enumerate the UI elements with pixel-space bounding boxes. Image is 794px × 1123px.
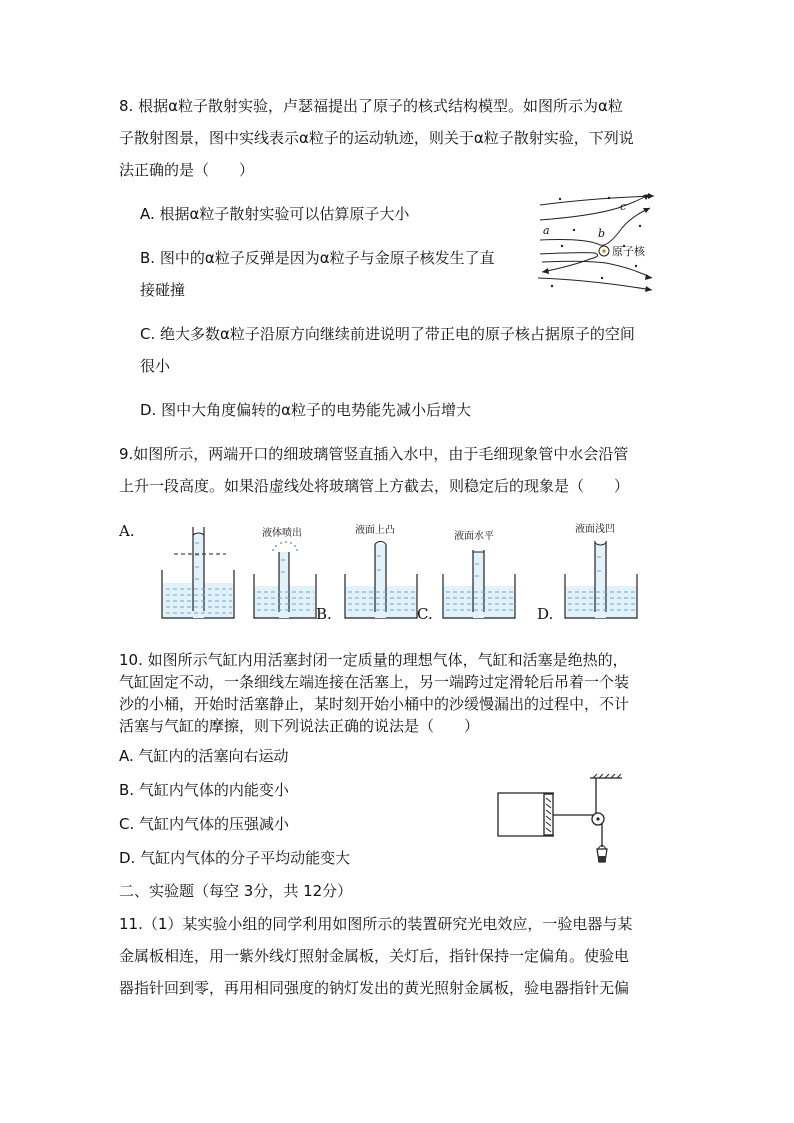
q8-option-b-line1: B. 图中的α粒子反弹是因为α粒子与金原子核发生了直: [140, 249, 495, 267]
q9-fig-d2-caption: 液面浅凹: [575, 524, 615, 535]
q10-stem-line1: 10. 如图所示气缸内用活塞封闭一定质量的理想气体，气缸和活塞是绝热的，: [119, 651, 628, 669]
q9-stem-line1: 9.如图所示，两端开口的细玻璃管竖直插入水中，由于毛细现象管中水会沿管: [119, 445, 629, 463]
q8-stem-line2: 子散射图景，图中实线表示α粒子的运动轨迹，则关于α粒子散射实验，下列说: [119, 129, 634, 147]
q9-fig-b-caption: 液体喷出: [262, 528, 302, 539]
q10-option-d: D. 气缸内气体的分子平均动能变大: [119, 849, 351, 867]
q9-option-c-label: C.: [417, 605, 433, 623]
q9-figure-a: [160, 525, 238, 620]
q10-option-c: C. 气缸内气体的压强减小: [119, 815, 290, 833]
q8-stem-line3: 法正确的是（ ）: [119, 161, 255, 179]
q9-figure-b: [252, 540, 318, 620]
q9-option-a-label: A.: [119, 522, 135, 540]
q8-option-d: D. 图中大角度偏转的α粒子的电势能先减小后增大: [140, 401, 471, 419]
q10-stem-line3: 沙的小桶，开始时活塞静止，某时刻开始小桶中的沙缓慢漏出的过程中，不计: [119, 695, 630, 713]
q10-option-b: B. 气缸内气体的内能变小: [119, 781, 289, 799]
q9-option-d-label: D.: [537, 605, 554, 623]
q8-option-b-line2: 接碰撞: [140, 281, 186, 299]
q10-stem-line2: 气缸固定不动，一条细线左端连接在活塞上，另一端跨过定滑轮后吊着一个装: [119, 673, 630, 691]
q9-fig-c-caption: 液面上凸: [355, 525, 395, 536]
cylinder-pulley-figure: [494, 772, 634, 872]
q9-fig-d1-caption: 液面水平: [454, 531, 494, 542]
q10-option-a: A. 气缸内的活塞向右运动: [119, 747, 289, 765]
q9-stem-line2: 上升一段高度。如果沿虚线处将玻璃管上方截去，则稳定后的现象是（ ）: [119, 477, 630, 495]
trajectory-label-c: c: [620, 200, 627, 213]
alpha-scattering-figure: [532, 186, 664, 294]
q11-stem-line2: 金属板相连，用一紫外线灯照射金属板，关灯后，指针保持一定偏角。使验电: [119, 947, 630, 965]
q11-stem-line3: 器指针回到零，再用相同强度的钠灯发出的黄光照射金属板，验电器指针无偏: [119, 979, 630, 997]
nucleus-label: 原子核: [612, 245, 645, 258]
trajectory-label-a: a: [543, 224, 550, 237]
q11-stem-line1: 11.（1）某实验小组的同学利用如图所示的装置研究光电效应，一验电器与某: [119, 915, 633, 933]
q8-option-c-line2: 很小: [140, 357, 171, 375]
q9-option-b-label: B.: [316, 605, 332, 623]
q9-figure-d1: [441, 540, 517, 620]
q10-stem-line4: 活塞与气缸的摩擦，则下列说法正确的说法是（ ）: [119, 717, 480, 735]
trajectory-label-b: b: [598, 227, 606, 240]
q9-figure-c: [343, 538, 419, 620]
q9-figure-d2: [563, 537, 639, 620]
q8-stem-line1: 8. 根据α粒子散射实验，卢瑟福提出了原子的核式结构模型。如图所示为α粒: [119, 97, 623, 115]
section-heading: 二、实验题（每空 3分，共 12分）: [119, 882, 353, 900]
q8-option-c-line1: C. 绝大多数α粒子沿原方向继续前进说明了带正电的原子核占据原子的空间: [140, 325, 635, 343]
q8-option-a: A. 根据α粒子散射实验可以估算原子大小: [140, 205, 410, 223]
